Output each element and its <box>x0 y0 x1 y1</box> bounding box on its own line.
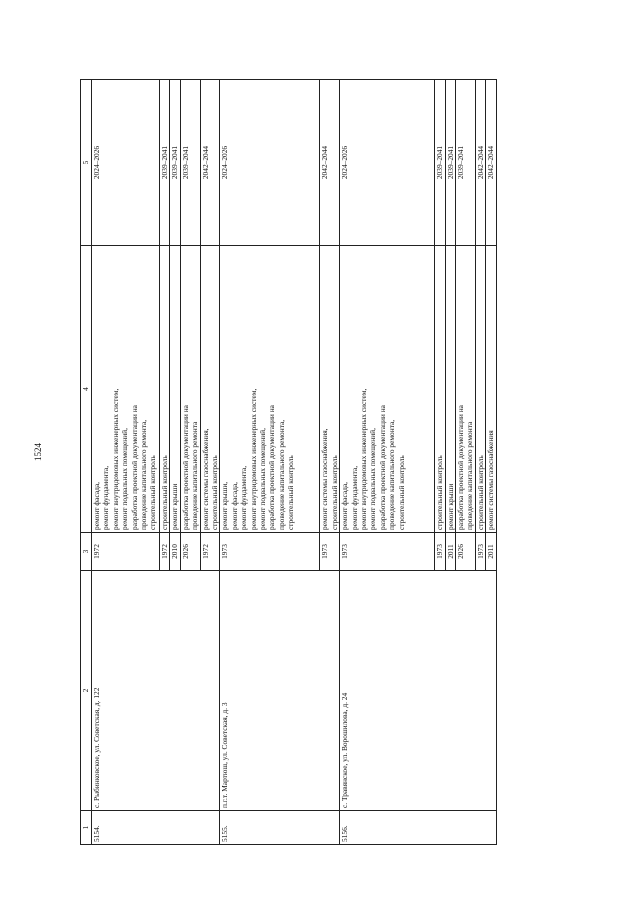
header-cell: 2 <box>81 571 92 811</box>
address-cell: с. Рыбинковское, ул. Советская, д. 122 <box>92 571 220 811</box>
year-cell: 2010 <box>170 533 180 571</box>
header-row <box>81 80 92 845</box>
work-cell: ремонт крыши, ремонт фасада, ремонт фундамента, ремонт внутридомовых инженерных систем, ремонт подвальных помещений, разработка проектной документации на проведение капитального ремонта, строительный контроль <box>220 246 320 533</box>
period-cell: 2042–2044 <box>475 80 485 246</box>
year-cell: 1972 <box>160 533 170 571</box>
header-cell: 3 <box>81 533 92 571</box>
year-cell: 1973 <box>435 533 445 571</box>
period-cell: 2042–2044 <box>200 80 220 246</box>
address-cell: с. Травянское, ул. Ворошилова, д. 24 <box>340 571 496 811</box>
row-number: 5155. <box>220 811 340 845</box>
work-cell: ремонт фасада, ремонт фундамента, ремонт внутридомовых инженерных систем, ремонт подвальных помещений, разработка проектной документации на проведение капитального ремонта, строительный контроль <box>340 246 435 533</box>
year-cell: 1973 <box>220 533 320 571</box>
work-cell: строительный контроль <box>475 246 485 533</box>
work-cell: строительный контроль <box>435 246 445 533</box>
period-cell: 2024–2026 <box>220 80 320 246</box>
address-cell: п.г.т. Мартюш, ул. Советская, д. 3 <box>220 571 340 811</box>
table-row <box>340 80 435 845</box>
row-number: 5156. <box>340 811 496 845</box>
period-cell: 2039–2041 <box>180 80 200 246</box>
year-cell: 1972 <box>200 533 220 571</box>
year-cell: 2011 <box>445 533 455 571</box>
period-cell: 2039–2041 <box>160 80 170 246</box>
period-cell: 2039–2041 <box>170 80 180 246</box>
work-cell: разработка проектной документации на проведение капитального ремонта <box>180 246 200 533</box>
page-number: 1524 <box>33 443 43 461</box>
year-cell: 2026 <box>180 533 200 571</box>
work-cell: ремонт крыши <box>170 246 180 533</box>
year-cell: 1973 <box>320 533 340 571</box>
year-cell: 2011 <box>486 533 496 571</box>
period-cell: 2024–2026 <box>340 80 435 246</box>
work-cell: ремонт крыши <box>445 246 455 533</box>
period-cell: 2042–2044 <box>486 80 496 246</box>
work-cell: ремонт системы газоснабжения <box>486 246 496 533</box>
year-cell: 1973 <box>340 533 435 571</box>
period-cell: 2042–2044 <box>320 80 340 246</box>
table-row <box>220 80 320 845</box>
repair-schedule-table <box>80 79 497 845</box>
period-cell: 2039–2041 <box>445 80 455 246</box>
period-cell: 2039–2041 <box>456 80 476 246</box>
work-cell: разработка проектной документации на проведение капитального ремонта <box>456 246 476 533</box>
year-cell: 1972 <box>92 533 160 571</box>
year-cell: 2026 <box>456 533 476 571</box>
work-cell: ремонт системы газоснабжения, строительный контроль <box>200 246 220 533</box>
rotated-page <box>80 80 539 845</box>
work-cell: ремонт системы газоснабжения, строительный контроль <box>320 246 340 533</box>
header-cell: 5 <box>81 80 92 246</box>
period-cell: 2024–2026 <box>92 80 160 246</box>
work-cell: ремонт фасада, ремонт фундамента, ремонт внутридомовых инженерных систем, ремонт подвальных помещений, разработка проектной документации на проведение капитального ремонта, строительный контроль <box>92 246 160 533</box>
header-cell: 1 <box>81 811 92 845</box>
year-cell: 1973 <box>475 533 485 571</box>
header-cell: 4 <box>81 246 92 533</box>
work-cell: строительный контроль <box>160 246 170 533</box>
table-row <box>92 80 160 845</box>
row-number: 5154. <box>92 811 220 845</box>
period-cell: 2039–2041 <box>435 80 445 246</box>
